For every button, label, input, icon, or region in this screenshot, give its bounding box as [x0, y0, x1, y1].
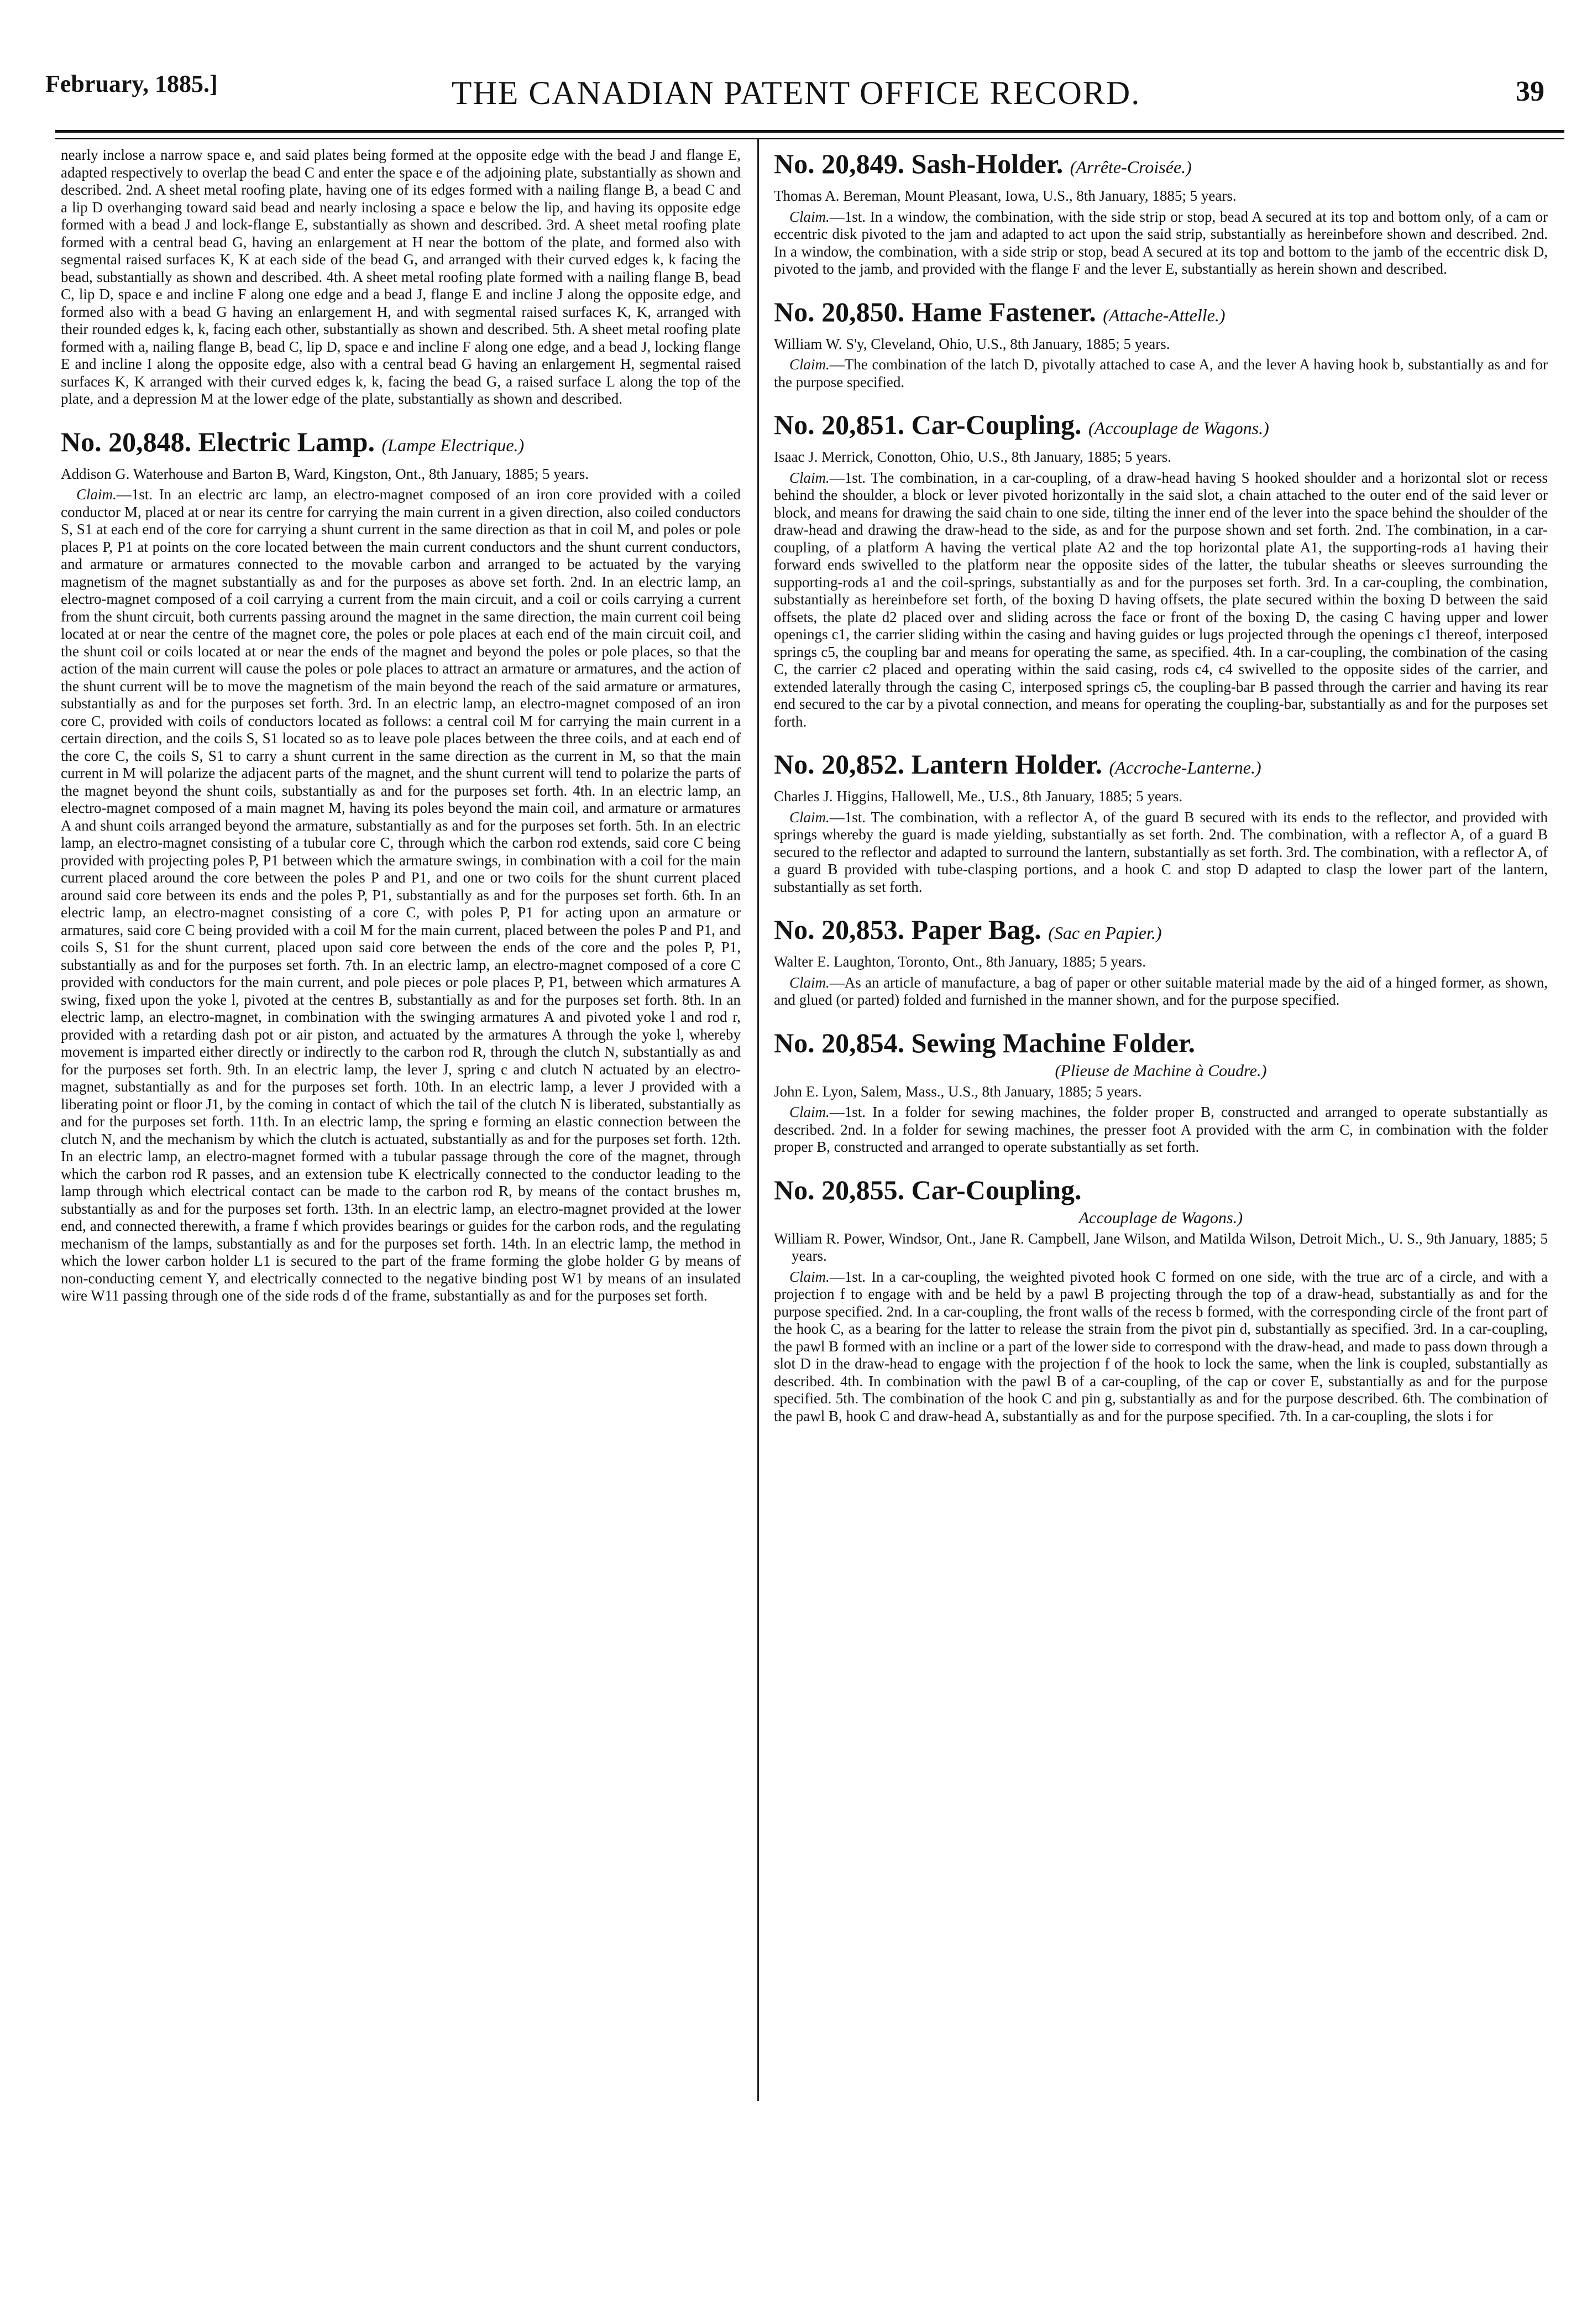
claim-label: Claim. — [789, 208, 830, 225]
claim-text: —As an article of manufacture, a bag of paper or other suitable material made by the aid of a hinged former, as shown, and glued (or parted) folded and furnished in the manner shown, and for the purpose specified. — [774, 974, 1548, 1008]
claim-label: Claim. — [789, 469, 830, 486]
header-rule — [55, 130, 1564, 133]
patent-title: Lantern Holder. — [911, 749, 1102, 780]
patent-heading — [774, 408, 1548, 445]
claim-label: Claim. — [789, 808, 830, 826]
patent-inventor: Thomas A. Bereman, Mount Pleasant, Iowa, U.S., 8th January, 1885; 5 years. — [774, 187, 1237, 204]
claim-label: Claim. — [789, 1268, 830, 1285]
patent-entry — [774, 912, 1548, 1009]
patent-entry — [774, 1173, 1548, 1425]
page-header — [44, 44, 1548, 122]
patent-title: Paper Bag. — [911, 914, 1041, 945]
patent-inventor: Walter E. Laughton, Toronto, Ont., 8th January, 1885; 5 years. — [774, 953, 1146, 970]
patent-heading — [774, 912, 1548, 950]
left-column — [61, 147, 741, 2104]
patent-number: No. 20,855. — [774, 1174, 905, 1205]
patent-inventor: Addison G. Waterhouse and Barton B, Ward, Kingston, Ont., 8th January, 1885; 5 years. — [61, 465, 589, 482]
patent-entry — [774, 295, 1548, 391]
patent-number: No. 20,853. — [774, 914, 905, 945]
patent-claim — [774, 208, 1548, 278]
patent-entry — [774, 747, 1548, 896]
patent-entry — [774, 147, 1548, 278]
patent-heading — [774, 295, 1548, 332]
patent-french-title: (Plieuse de Machine à Coudre.) — [1055, 1061, 1267, 1080]
patent-claim — [61, 486, 741, 1305]
claim-text: —1st. The combination, in a car-coupling, of a draw-head having S hooked shoulder and a horizontal slot or recess behind the shoulder, a block or lever pivoted horizontally in the said slot, a chain attached to the outer end of the said lever or block, and means for drawing the said chain to one side, tilting the inner end of the lever into the space behind the shoulder of the draw-head and drawing the draw-head to the side, as and for the purpose shown and set forth. 2nd. The combination, in a car-coupling, of a platform A having the vertical plate A2 and the top horizontal plate A1, the supporting-rods a1 having their forward ends swivelled to the platform near the opposite sides of the latter, the tubular sheaths or sleeves surrounding the supporting-rods a1 and the coil-springs, substantially as and for the purposes set forth. 3rd. In a car-coupling, the combination, substantially as hereinbefore set forth, of the boxing D having offsets, the plate secured within the boxing D between the said offsets, the plate d2 placed over and sliding across the face or front of the boxing D, the casing C having upper and lower openings c1, the carrier sliding within the casing and having guides or lugs projected through the openings c1 thereof, interposed springs c5, the coupling bar and means for operating the same, as specified. 4th. In a car-coupling, the combination of the casing C, the carrier c2 placed and operating within the said casing, rods c4, c4 swivelled to the opposite sides of the carrier, and extended laterally through the casing C, interposed springs c5, the coupling-bar B passed through the carrier and having its rear end secured to the car by a pivotal connection, and means for operating the coupling-bar, substantially as and for the purposes set forth. — [774, 469, 1548, 730]
patent-title: Car-Coupling. — [911, 1174, 1082, 1205]
patent-heading — [774, 1026, 1548, 1060]
patent-claim — [774, 809, 1548, 896]
publication-title: THE CANADIAN PATENT OFFICE RECORD. — [451, 75, 1141, 111]
patent-title: Sash-Holder. — [911, 148, 1064, 179]
patent-title: Hame Fastener. — [911, 296, 1096, 327]
patent-claim — [774, 974, 1548, 1009]
header-rule-thin — [55, 138, 1564, 139]
patent-french-title: (Arrête-Croisée.) — [1070, 157, 1192, 177]
claim-text: —1st. In a folder for sewing machines, the folder proper B, constructed and arranged to operate substantially as described. 2nd. In a folder for sewing machines, the presser foot A provided with the arm C, in combination with the folder proper B, constructed and arranged to operate substantially as set forth. — [774, 1104, 1548, 1155]
claim-label: Claim. — [789, 356, 830, 373]
issue-date: February, 1885.] — [45, 70, 218, 97]
claim-text: —1st. The combination, with a reflector A, of the guard B secured with its ends to the reflector, and provided with springs whereby the guard is made yielding, substantially as set forth. 2nd. The combination, with a reflector A, of a guard B secured to the reflector and adapted to surround the lantern, substantially as set forth. 3rd. The combination, with a reflector A, of a guard B provided with tube-clasping portions, and a hook C and stop D adapted to clasp the lower part of the lantern, substantially as set forth. — [774, 808, 1548, 895]
claim-label: Claim. — [789, 1104, 830, 1120]
patent-number: No. 20,850. — [774, 296, 905, 327]
patent-number: No. 20,849. — [774, 148, 905, 179]
patent-number: No. 20,852. — [774, 749, 905, 780]
patent-french-title: (Accouplage de Wagons.) — [1088, 418, 1269, 438]
claim-text: —1st. In an electric arc lamp, an electro-magnet composed of an iron core provided with a coiled conductor M, placed at or near its centre for carrying the main current in a given direction, also coiled conductors S, S1 at each end of the core for carrying a shunt current in the same direction as that in coil M, and poles or pole places P, P1 at points on the core located between the main current conductors and the shunt current conductors, and armature or armatures connected to the movable carbon and arranged to be actuated by the varying magnetism of the magnet substantially as and for the purposes as above set forth. 2nd. In an electric lamp, an electro-magnet composed of a coil carrying a current from the main circuit, and a coil or coils carrying a current from the shunt circuit, both currents passing around the magnet in the same direction, the main current coil being located at or near the centre of the magnet core, the poles or pole places at each end of the main circuit coil, and the shunt coil or coils located at or near the ends of the magnet and beyond the poles or pole places, so that the action of the main current will cause the poles or pole places to attract an armature or armatures, and the action of the shunt current will be to move the magnetism of the main beyond the reach of the said armature or armatures, substantially as and for the purposes set forth. 3rd. In an electric lamp, an electro-magnet composed of an iron core C, provided with coils of conductors located as follows: a central coil M for carrying the main current in a certain direction, and the coils S, S1 located so as to leave pole places between the three coils, and at each end of the core C, the coils S, S1 to carry a shunt current in the same direction as the current in M, so that the main current in M will polarize the adjacent parts of the magnet, and the shunt current will tend to polarize the parts of the magnet beyond the shunt coils, substantially as and for the purposes set forth. 4th. In an electric lamp, an electro-magnet composed of a main magnet M, having its poles beyond the main coil, and armature or armatures A and shunt coils arranged beyond the armature, substantially as and for the purposes set forth. 5th. In an electric lamp, an electro-magnet consisting of a tubular core C, through which the carbon rod extends, said core C being provided with projecting poles P, P1 between which the armature swings, in combination with a coil for the main current placed around the core between the poles P and P1, and one or two coils for the shunt current placed around said core between its ends and the poles P, P1, substantially as and for the purposes set forth. 6th. In an electric lamp, an electro-magnet consisting of a core C, with poles P, P1 for acting upon an armature or armatures, said core C being provided with a coil M for the main current, placed between the poles P and P1, and coils S, S1 for the shunt current, placed upon said core between the ends of the core and the poles P, P1, substantially as and for the purposes set forth. 7th. In an electric lamp, an electro-magnet composed of a core C provided with conductors for the main current, and pole pieces or pole places P, P1, between which armatures A swing, fixed upon the yoke l, pivoted at the centres B, substantially as and for the purposes set forth. 8th. In an electric lamp, an electro-magnet, in combination with the swinging armatures A and pivoted yoke l and rod r, provided with a retarding dash pot or air piston, and actuated by the armatures A through the yoke l, whereby movement is imparted either directly or indirectly to the carbon rod R, through the clutch N, substantially as and for the purposes set forth. 9th. In an electric lamp, the lever J, spring c and clutch N actuated by an electro-magnet, substantially as and for the purposes set forth. 10th. In an electric lamp, a lever J provided with a liberating point or floor J1, by the coming in contact of which the tail of the clutch N is liberated, substantially as and for the purposes set forth. 11th. In an electric lamp, the spring e forming an elastic connection between the clutch N, and the mechanism by which the clutch is actuated, substantially as and for the purposes set forth. 12th. In an electric lamp, an electro-magnet formed with a tubular passage through the core of the magnet, through which the carbon rod R passes, and an extension tube K electrically connected to the conductor leading to the lamp through which electrical contact can be made to the carbon rod R, by means of the contact brushes m, substantially as and for the purposes set forth. 13th. In an electric lamp, an electro-magnet provided at the lower end, and connected therewith, a frame f which provides bearings or guides for the carbon rods, and the regulating mechanism of the lamps, substantially as and for the purposes set forth. 14th. In an electric lamp, the method in which the lower carbon holder L1 is secured to the part of the frame forming the globe holder G by means of non-conducting cement Y, and electrically connected to the negative binding post W1 by means of an insulated wire W11 passing through one of the side rods d of the frame, substantially as and for the purposes set forth. — [61, 486, 741, 1304]
patent-number: No. 20,848. — [61, 426, 192, 457]
patent-title: Electric Lamp. — [198, 426, 375, 457]
patent-heading — [774, 1173, 1548, 1207]
patent-claim — [774, 356, 1548, 391]
patent-heading — [774, 747, 1548, 785]
patent-inventor: John E. Lyon, Salem, Mass., U.S., 8th January, 1885; 5 years. — [774, 1083, 1142, 1100]
patent-number: No. 20,854. — [774, 1027, 905, 1058]
patent-claim — [774, 469, 1548, 731]
patent-inventor: William R. Power, Windsor, Ont., Jane R. Campbell, Jane Wilson, and Matilda Wilson, Detroit Mich., U. S., 9th January, 1885; 5 years. — [774, 1230, 1548, 1264]
page-number: 39 — [1516, 76, 1544, 107]
patent-french-title: (Sac en Papier.) — [1048, 923, 1162, 943]
patent-entry — [774, 1026, 1548, 1156]
patent-french-title: (Lampe Electrique.) — [381, 435, 525, 455]
patent-claim — [774, 1104, 1548, 1156]
patent-entry — [774, 408, 1548, 730]
patent-inventor: Isaac J. Merrick, Conotton, Ohio, U.S., 8th January, 1885; 5 years. — [774, 448, 1171, 465]
patent-heading — [774, 147, 1548, 184]
continued-claim-text: nearly inclose a narrow space e, and said plates being formed at the opposite edge with the bead J and flange E, adapted respectively to overlap the bead C and enter the space e of the adjoining plate, substantially as shown and described. 2nd. A sheet metal roofing plate, having one of its edges formed with a nailing flange B, a bead C and a lip D overhanging toward said bead and nearly inclosing a space e below the lip, and having its opposite edge formed with a bead J and lock-flange E, substantially as shown and described. 3rd. A sheet metal roofing plate formed with a central bead G, having an enlargement at H near the bottom of the plate, and formed also with segmental raised surfaces K, K at each side of the bead G, and arranged with their curved edges k, k facing the bead, substantially as shown and described. 4th. A sheet metal roofing plate formed with a nailing flange B, bead C, lip D, space e and incline F along one edge and a bead J, flange E and incline J along the opposite edge, and formed also with a bead G having an enlargement H, and with segmental raised surfaces K, K, arranged with their rounded edges k, k, facing each other, substantially as shown and described. 5th. A sheet metal roofing plate formed with a, nailing flange B, bead C, lip D, space e and incline F along one edge, and a bead J, locking flange E and incline I along the opposite edge, also with a central bead G having an enlargement H, segmental raised surfaces K, K arranged with their curved edges k, k, facing the bead G, a raised surface L along the top of the plate, and a depression M at the lower edge of the plate, substantially as shown and described. — [61, 147, 741, 407]
claim-text: —1st. In a car-coupling, the weighted pivoted hook C formed on one side, with the true arc of a circle, and with a projection f to engage with and be held by a pawl B projecting through the top of a draw-head, substantially as and for the purpose specified. 2nd. In a car-coupling, the front walls of the recess b formed, with the corresponding circle of the front part of the hook C, as a bearing for the latter to release the strain from the pivot pin d, substantially as specified. 3rd. In a car-coupling, the pawl B formed with an incline or a part of the lower side to correspond with the draw-head, and made to pass down through a slot D in the draw-head to engage with the projection f of the hook to lock the same, when the link is coupled, substantially as described. 4th. In combination with the pawl B of a car-coupling, of the cap or cover E, substantially as and for the purpose specified. 5th. The combination of the hook C and pin g, substantially as and for the purpose described. 6th. The combination of the pawl B, hook C and draw-head A, substantially as and for the purpose specified. 7th. In a car-coupling, the slots i for — [774, 1268, 1548, 1424]
claim-text: —The combination of the latch D, pivotally attached to case A, and the lever A having hook b, substantially as and for the purpose specified. — [774, 356, 1548, 390]
patent-french-title: Accouplage de Wagons.) — [1078, 1208, 1243, 1227]
claim-label: Claim. — [76, 486, 117, 503]
claim-label: Claim. — [789, 974, 830, 991]
patent-claim — [774, 1268, 1548, 1425]
patent-inventor: William W. S'y, Cleveland, Ohio, U.S., 8th January, 1885; 5 years. — [774, 335, 1170, 352]
column-divider — [757, 138, 759, 2101]
patent-heading — [61, 425, 741, 462]
patent-french-title: (Accroche-Lanterne.) — [1109, 758, 1261, 777]
patent-inventor: Charles J. Higgins, Hallowell, Me., U.S., 8th January, 1885; 5 years. — [774, 788, 1183, 805]
patent-title: Sewing Machine Folder. — [911, 1027, 1196, 1058]
patent-number: No. 20,851. — [774, 409, 905, 440]
patent-title: Car-Coupling. — [911, 409, 1082, 440]
right-column — [774, 147, 1548, 2104]
patent-french-title: (Attache-Attelle.) — [1103, 305, 1226, 325]
claim-text: —1st. In a window, the combination, with the side strip or stop, bead A secured at its top and bottom only, of a cam or eccentric disk pivoted to the jam and adapted to act upon the said strip, substantially as hereinbefore shown and described. 2nd. In a window, the combination, with a side strip or stop, bead A secured at its top and bottom to the jamb of the eccentric disk D, pivoted to the jamb, and provided with the flange F and the lever E, substantially as herein shown and described. — [774, 208, 1548, 277]
patent-entry — [61, 425, 741, 1305]
